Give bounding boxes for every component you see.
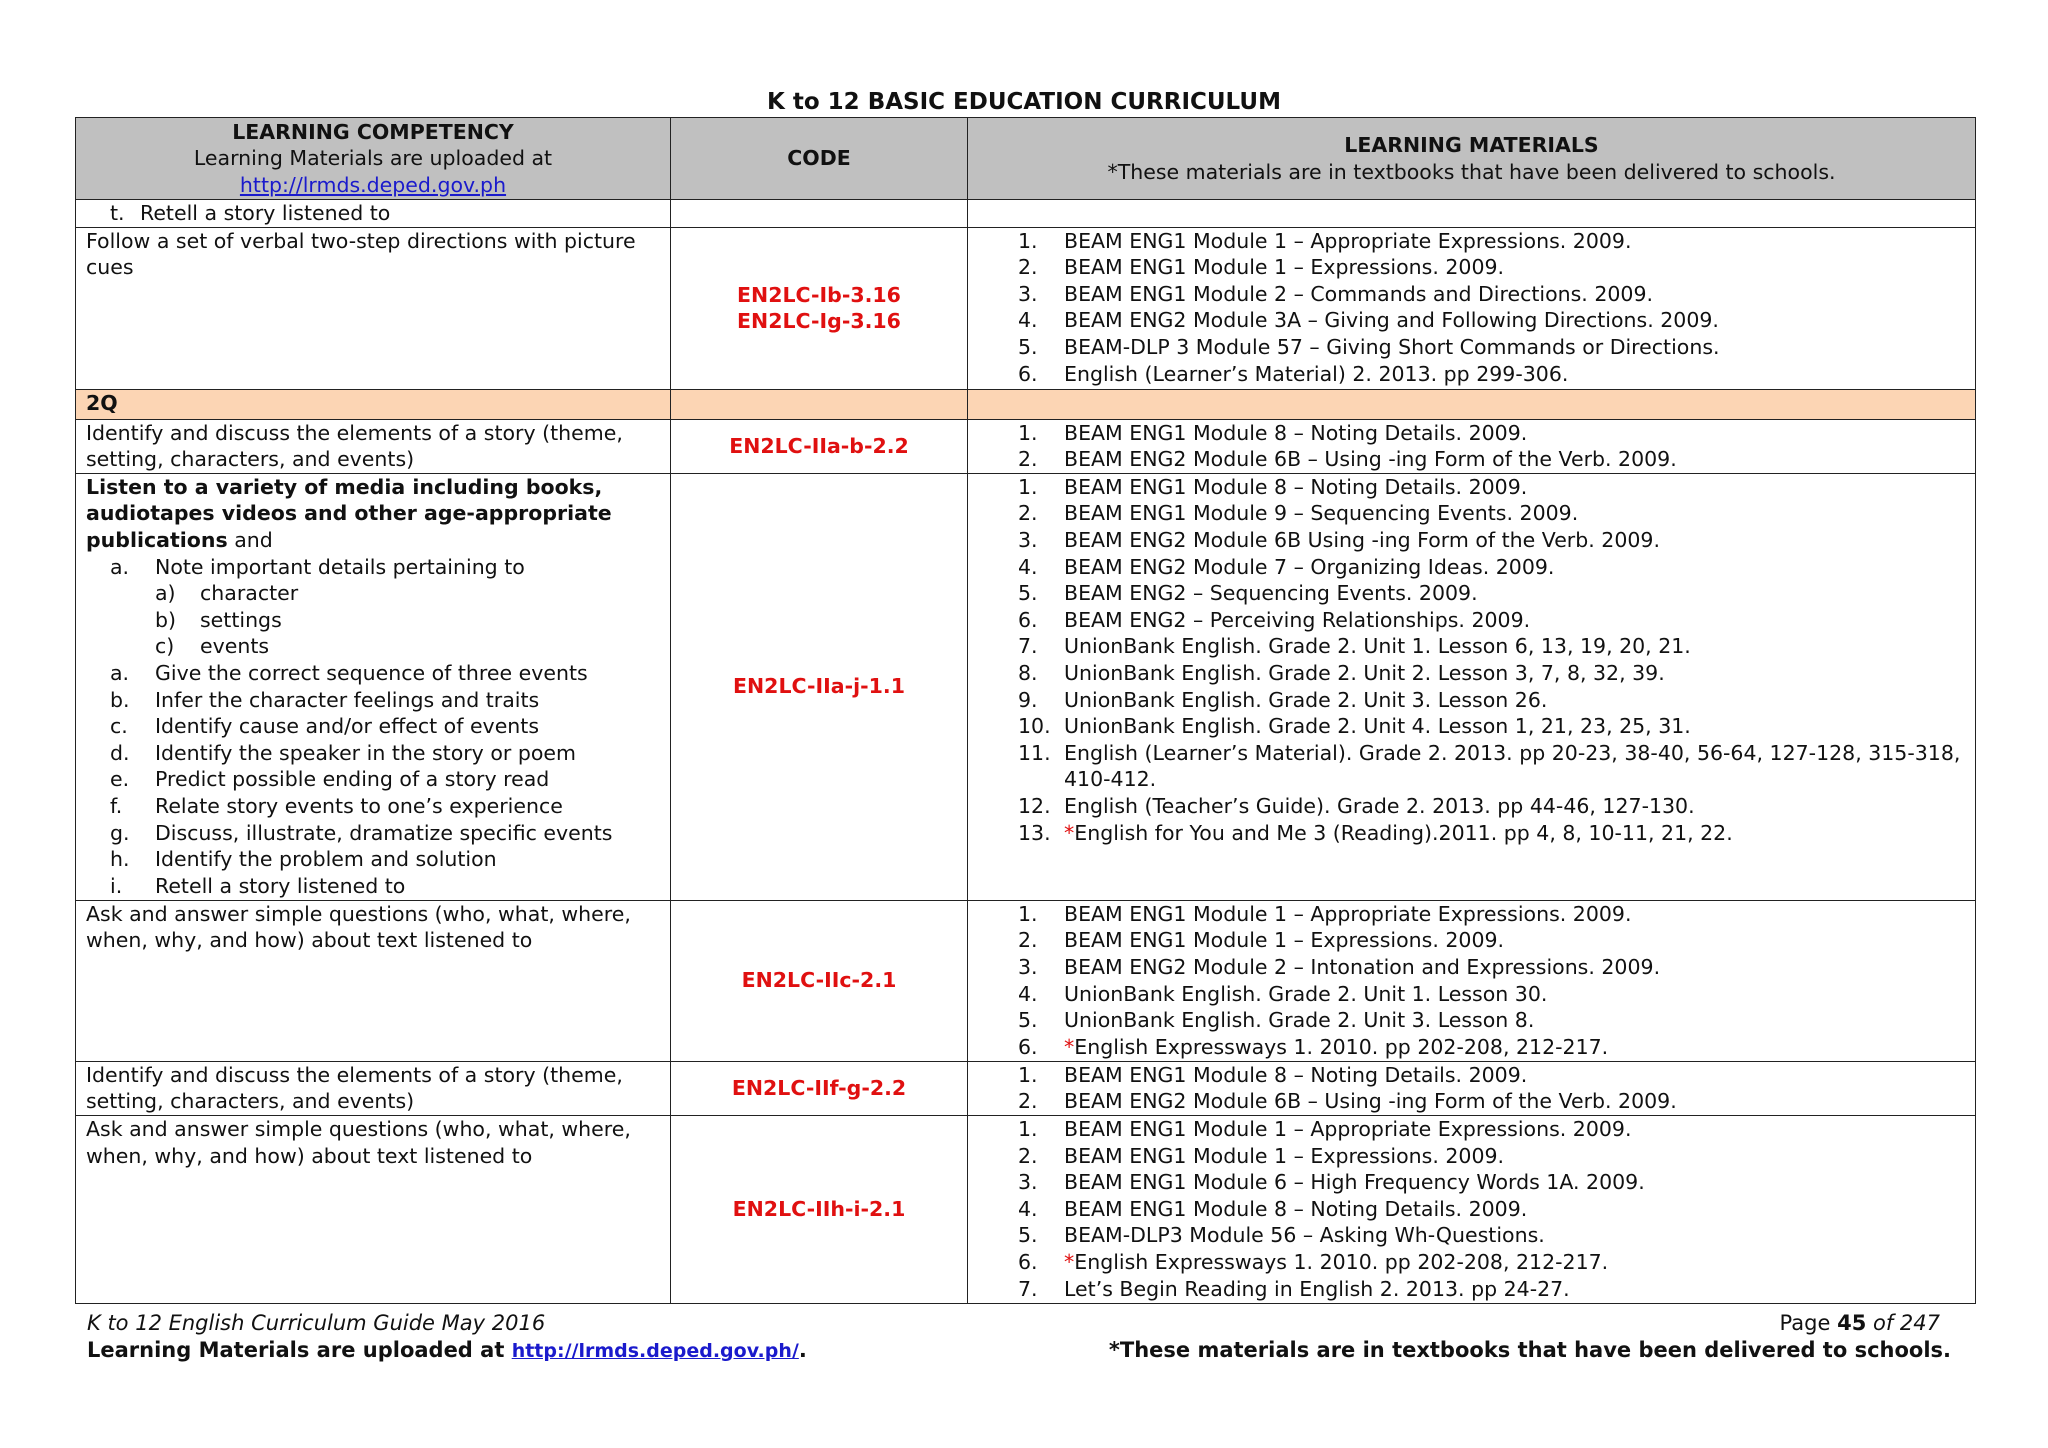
list-marker: i.: [110, 873, 123, 898]
list-number: 1.: [1018, 1062, 1038, 1087]
table-row-retell: [76, 200, 1976, 228]
page-of: of 247: [1873, 1311, 1940, 1335]
list-item: [86, 873, 660, 900]
materials-cell: [968, 1061, 1976, 1115]
list-number: 1.: [1018, 1116, 1038, 1141]
material-text: [1064, 1116, 1631, 1143]
list-number: 7.: [1018, 1276, 1038, 1301]
material-title: UnionBank English. Grade 2. Unit 4. Lesson 1, 21, 23, 25, 31.: [1064, 714, 1691, 739]
material-title: Let’s Begin Reading in English 2. 2013. pp 24-27.: [1064, 1276, 1570, 1301]
list-item: [86, 766, 660, 793]
competency-cell: Ask and answer simple questions (who, what, where, when, why, and how) about text listened to: [76, 900, 671, 1061]
list-number: 4.: [1018, 1196, 1038, 1221]
material-text: [1064, 1143, 1504, 1170]
material-title: BEAM ENG1 Module 2 – Commands and Directions. 2009.: [1064, 281, 1654, 306]
materials-cell: [968, 419, 1976, 473]
list-item: [1018, 446, 1965, 473]
list-item: [1018, 1062, 1965, 1089]
list-number: 6.: [1018, 1249, 1038, 1274]
list-item: [1018, 420, 1965, 447]
list-text: Identify the speaker in the story or poem: [155, 740, 576, 765]
footer-uploaded-end: .: [798, 1338, 807, 1362]
material-title: BEAM-DLP 3 Module 57 – Giving Short Commands or Directions.: [1064, 334, 1720, 359]
material-text: [1064, 793, 1695, 820]
list-item: [86, 687, 660, 714]
code-value: EN2LC-IIf-g-2.2: [731, 1076, 907, 1101]
materials-cell: [968, 1115, 1976, 1303]
code-cell: [671, 419, 968, 473]
materials-cell: [968, 900, 1976, 1061]
table-row-listen: [76, 473, 1976, 900]
material-text: [1064, 713, 1691, 740]
material-title: BEAM ENG2 – Perceiving Relationships. 2009.: [1064, 607, 1531, 632]
material-text: [1064, 474, 1527, 501]
material-text: [1064, 1169, 1645, 1196]
table-row-ask-1: [76, 900, 1976, 1061]
materials-cell: [968, 200, 1976, 228]
materials-list: [978, 1062, 1965, 1115]
list-marker: c.: [110, 714, 128, 739]
material-title: UnionBank English. Grade 2. Unit 1. Lesson 6, 13, 19, 20, 21.: [1064, 634, 1691, 659]
list-number: 13.: [1018, 820, 1051, 845]
table-row-quarter: [76, 389, 1976, 419]
list-marker: e.: [110, 767, 130, 792]
competency-cell: Ask and answer simple questions (who, what, where, when, why, and how) about text listened to: [76, 1115, 671, 1303]
list-item: [1018, 474, 1965, 501]
material-text: [1064, 633, 1691, 660]
material-text: [1064, 420, 1527, 447]
material-text: [1064, 981, 1547, 1008]
material-text: [1064, 1276, 1570, 1303]
material-text: [1064, 281, 1653, 308]
list-number: 3.: [1018, 281, 1038, 306]
list-item: [1018, 687, 1965, 714]
list-item: [1018, 1249, 1965, 1276]
list-number: 5.: [1018, 581, 1038, 606]
list-number: 6.: [1018, 607, 1038, 632]
asterisk-mark: *: [1064, 1249, 1075, 1274]
list-marker: a): [155, 581, 176, 606]
list-text: character: [200, 581, 299, 606]
material-text: [1064, 307, 1719, 334]
list-item: [86, 660, 660, 687]
competency-cell: [76, 200, 671, 228]
list-number: 2.: [1018, 501, 1038, 526]
details-list: [86, 580, 660, 660]
list-number: 1.: [1018, 474, 1038, 499]
list-item: [1018, 527, 1965, 554]
list-item: [1018, 607, 1965, 634]
material-text: [1064, 901, 1631, 928]
list-item: [86, 740, 660, 767]
list-text: Relate story events to one’s experience: [155, 793, 563, 818]
material-text: [1064, 527, 1660, 554]
material-text: [1064, 228, 1631, 255]
material-text: [1064, 1196, 1527, 1223]
material-text: [1064, 500, 1578, 527]
material-title: BEAM ENG1 Module 8 – Noting Details. 2009.: [1064, 474, 1528, 499]
material-title: English (Learner’s Material). Grade 2. 2013. pp 20-23, 38-40, 56-64, 127-128, 315-318, 410-412.: [1064, 740, 1961, 792]
list-item: [86, 633, 660, 660]
code-value: EN2LC-IIc-2.1: [741, 968, 897, 993]
list-item: [1018, 954, 1965, 981]
list-number: 1.: [1018, 228, 1038, 253]
competency-tail-text: and: [227, 527, 273, 552]
material-title: UnionBank English. Grade 2. Unit 1. Lesson 30.: [1064, 981, 1548, 1006]
materials-list: [978, 228, 1965, 388]
code-cell: [671, 227, 968, 389]
material-title: BEAM ENG1 Module 1 – Appropriate Expressions. 2009.: [1064, 901, 1632, 926]
materials-list: [978, 420, 1965, 473]
list-number: 5.: [1018, 334, 1038, 359]
material-title: BEAM ENG1 Module 8 – Noting Details. 2009.: [1064, 1196, 1528, 1221]
table-row-ask-2: [76, 1115, 1976, 1303]
list-item: [86, 580, 660, 607]
list-number: 6.: [1018, 1034, 1038, 1059]
material-title: BEAM ENG2 Module 6B – Using -ing Form of the Verb. 2009.: [1064, 1089, 1677, 1114]
code-value: EN2LC-Ib-3.16: [737, 282, 901, 307]
list-item: [86, 846, 660, 873]
header-link[interactable]: http://lrmds.deped.gov.ph: [239, 172, 507, 197]
list-item: [86, 607, 660, 634]
list-number: 12.: [1018, 793, 1051, 818]
material-text: [1064, 446, 1677, 473]
list-marker: g.: [110, 820, 130, 845]
code-value: EN2LC-Ig-3.16: [737, 309, 901, 334]
header-competency: [76, 118, 671, 200]
header-code: [671, 118, 968, 200]
list-item: [1018, 500, 1965, 527]
list-item: [1018, 1007, 1965, 1034]
code-cell: [671, 900, 968, 1061]
list-item: [1018, 361, 1965, 388]
list-marker: f.: [110, 793, 123, 818]
material-title: BEAM ENG1 Module 1 – Expressions. 2009.: [1064, 255, 1505, 280]
list-item: [1018, 580, 1965, 607]
list-item: [1018, 1196, 1965, 1223]
list-text: Identify cause and/or effect of events: [155, 714, 540, 739]
list-marker: h.: [110, 847, 130, 872]
page-word: Page: [1779, 1311, 1831, 1335]
material-title: BEAM ENG2 Module 6B – Using -ing Form of the Verb. 2009.: [1064, 447, 1677, 472]
material-title: BEAM ENG2 Module 7 – Organizing Ideas. 2009.: [1064, 554, 1555, 579]
materials-cell: [968, 473, 1976, 900]
footer-page-number: [1780, 1310, 1940, 1336]
footer-uploaded-text: Learning Materials are uploaded at: [87, 1338, 505, 1362]
materials-list: [978, 474, 1965, 846]
material-text: [1064, 554, 1554, 581]
list-text: settings: [200, 607, 282, 632]
list-item: [1018, 254, 1965, 281]
list-number: 6.: [1018, 361, 1038, 386]
material-text: [1064, 820, 1733, 847]
list-number: 8.: [1018, 660, 1038, 685]
material-title: English (Teacher’s Guide). Grade 2. 2013. pp 44-46, 127-130.: [1064, 793, 1695, 818]
material-text: [1064, 1062, 1527, 1089]
list-item: [1018, 1116, 1965, 1143]
list-item: [1018, 1034, 1965, 1061]
material-text: [1064, 740, 1965, 793]
list-number: 2.: [1018, 1089, 1038, 1114]
list-number: 2.: [1018, 255, 1038, 280]
quarter-label: 2Q: [76, 389, 671, 419]
material-title: BEAM ENG1 Module 8 – Noting Details. 2009.: [1064, 420, 1528, 445]
list-item: [1018, 1276, 1965, 1303]
competency-cell: [76, 473, 671, 900]
competency-cell: Identify and discuss the elements of a story (theme, setting, characters, and events): [76, 419, 671, 473]
list-item: [1018, 901, 1965, 928]
quarter-materials-cell: [968, 389, 1976, 419]
material-title: BEAM ENG1 Module 6 – High Frequency Words 1A. 2009.: [1064, 1170, 1645, 1195]
list-number: 10.: [1018, 714, 1051, 739]
footer-guide: K to 12 English Curriculum Guide May 2016: [87, 1311, 546, 1335]
footer-note: *These materials are in textbooks that have been delivered to schools.: [1108, 1338, 1951, 1362]
material-title: BEAM ENG2 Module 3A – Giving and Following Directions. 2009.: [1064, 308, 1719, 333]
header-competency-sub: Learning Materials are uploaded at: [193, 146, 553, 171]
material-title: English for You and Me 3 (Reading).2011. pp 4, 8, 10-11, 21, 22.: [1074, 820, 1733, 845]
material-text: [1064, 1222, 1545, 1249]
page-num: 45: [1837, 1311, 1867, 1335]
material-title: BEAM ENG1 Module 1 – Expressions. 2009.: [1064, 928, 1505, 953]
materials-list: [978, 901, 1965, 1061]
code-cell: [671, 1115, 968, 1303]
competency-cell: Follow a set of verbal two-step directions with picture cues: [76, 227, 671, 389]
list-number: 5.: [1018, 1223, 1038, 1248]
list-text: Discuss, illustrate, dramatize specific events: [155, 820, 613, 845]
table-row-follow: [76, 227, 1976, 389]
material-text: [1064, 607, 1530, 634]
list-marker: b): [155, 607, 177, 632]
material-title: English Expressways 1. 2010. pp 202-208, 212-217.: [1074, 1249, 1609, 1274]
material-title: BEAM ENG2 Module 2 – Intonation and Expressions. 2009.: [1064, 954, 1661, 979]
material-title: BEAM ENG1 Module 1 – Appropriate Expressions. 2009.: [1064, 1116, 1632, 1141]
header-materials-sub: *These materials are in textbooks that have been delivered to schools.: [1107, 159, 1836, 184]
list-number: 4.: [1018, 554, 1038, 579]
list-item: [1018, 660, 1965, 687]
list-text: Infer the character feelings and traits: [155, 687, 540, 712]
material-text: [1064, 580, 1478, 607]
material-text: [1064, 660, 1665, 687]
code-cell: [671, 200, 968, 228]
header-competency-title: LEARNING COMPETENCY: [232, 119, 514, 144]
list-item: [1018, 554, 1965, 581]
material-title: BEAM ENG1 Module 1 – Appropriate Expressions. 2009.: [1064, 228, 1632, 253]
material-text: [1064, 361, 1568, 388]
competency-bold-text: Listen to a variety of media including books, audiotapes videos and other age-appropriate publications: [86, 474, 612, 552]
material-text: [1064, 954, 1660, 981]
list-text: Give the correct sequence of three events: [155, 660, 588, 685]
list-item: [86, 820, 660, 847]
list-number: 11.: [1018, 740, 1051, 765]
list-marker: a.: [110, 554, 130, 579]
list-number: 2.: [1018, 447, 1038, 472]
header-materials-title: LEARNING MATERIALS: [1344, 132, 1599, 157]
code-cell: [671, 1061, 968, 1115]
list-item: [1018, 927, 1965, 954]
code-value: EN2LC-IIh-i-2.1: [732, 1197, 906, 1222]
material-title: BEAM ENG1 Module 9 – Sequencing Events. 2009.: [1064, 501, 1579, 526]
list-number: 3.: [1018, 954, 1038, 979]
list-number: 2.: [1018, 928, 1038, 953]
material-title: BEAM ENG1 Module 1 – Expressions. 2009.: [1064, 1143, 1505, 1168]
list-number: 7.: [1018, 634, 1038, 659]
list-text: Note important details pertaining to: [155, 554, 525, 579]
list-number: 1.: [1018, 420, 1038, 445]
list-marker: t.: [110, 201, 125, 225]
competency-sublist: [86, 554, 660, 581]
material-text: [1064, 687, 1547, 714]
list-item: [1018, 981, 1965, 1008]
footer-uploaded: [87, 1337, 807, 1364]
list-marker: c): [155, 634, 175, 659]
material-text: [1064, 1249, 1608, 1276]
code-value: EN2LC-IIa-b-2.2: [729, 433, 909, 458]
material-text: [1064, 254, 1504, 281]
table-row-elements-2: [76, 1061, 1976, 1115]
list-text: events: [200, 634, 270, 659]
code-cell: [671, 473, 968, 900]
material-text: [1064, 1088, 1677, 1115]
list-item: [1018, 228, 1965, 255]
list-item: [86, 793, 660, 820]
list-number: 3.: [1018, 1170, 1038, 1195]
list-item: [1018, 793, 1965, 820]
list-number: 3.: [1018, 527, 1038, 552]
material-title: English Expressways 1. 2010. pp 202-208, 212-217.: [1074, 1034, 1609, 1059]
material-text: [1064, 334, 1720, 361]
list-marker: a.: [110, 660, 130, 685]
list-item: [86, 713, 660, 740]
material-title: BEAM ENG2 – Sequencing Events. 2009.: [1064, 581, 1478, 606]
list-item: [1018, 1222, 1965, 1249]
list-item: [1018, 1169, 1965, 1196]
competency-cell: Identify and discuss the elements of a story (theme, setting, characters, and events): [76, 1061, 671, 1115]
list-item: [1018, 633, 1965, 660]
header-code-title: CODE: [787, 146, 851, 171]
list-number: 9.: [1018, 687, 1038, 712]
list-number: 1.: [1018, 901, 1038, 926]
material-title: BEAM-DLP3 Module 56 – Asking Wh-Questions.: [1064, 1223, 1545, 1248]
curriculum-table: [75, 117, 1976, 1304]
material-title: BEAM ENG1 Module 8 – Noting Details. 2009.: [1064, 1062, 1528, 1087]
list-item: [1018, 1143, 1965, 1170]
table-header-row: [76, 118, 1976, 200]
code-value: EN2LC-IIa-j-1.1: [733, 674, 905, 699]
material-text: [1064, 927, 1504, 954]
list-marker: d.: [110, 740, 130, 765]
material-title: UnionBank English. Grade 2. Unit 3. Lesson 26.: [1064, 687, 1548, 712]
material-title: BEAM ENG2 Module 6B Using -ing Form of the Verb. 2009.: [1064, 527, 1660, 552]
materials-cell: [968, 227, 1976, 389]
list-number: 5.: [1018, 1008, 1038, 1033]
material-title: UnionBank English. Grade 2. Unit 2. Lesson 3, 7, 8, 32, 39.: [1064, 660, 1665, 685]
material-title: UnionBank English. Grade 2. Unit 3. Lesson 8.: [1064, 1008, 1535, 1033]
quarter-code-cell: [671, 389, 968, 419]
list-item: [1018, 281, 1965, 308]
list-text: Predict possible ending of a story read: [155, 767, 550, 792]
list-number: 4.: [1018, 308, 1038, 333]
material-title: English (Learner’s Material) 2. 2013. pp 299-306.: [1064, 361, 1569, 386]
competency-text: Retell a story listened to: [140, 201, 391, 225]
asterisk-mark: *: [1064, 1034, 1075, 1059]
list-number: 4.: [1018, 981, 1038, 1006]
list-text: Identify the problem and solution: [155, 847, 497, 872]
list-item: [1018, 820, 1965, 847]
list-item: [1018, 713, 1965, 740]
header-materials: [968, 118, 1976, 200]
asterisk-mark: *: [1064, 820, 1075, 845]
list-number: 2.: [1018, 1143, 1038, 1168]
materials-list: [978, 1116, 1965, 1302]
list-item: [1018, 740, 1965, 793]
list-item: [1018, 334, 1965, 361]
material-text: [1064, 1034, 1608, 1061]
material-text: [1064, 1007, 1534, 1034]
footer-link[interactable]: http://lrmds.deped.gov.ph/: [511, 1340, 799, 1362]
list-item: [1018, 1088, 1965, 1115]
page-title: K to 12 BASIC EDUCATION CURRICULUM: [767, 89, 1281, 115]
list-marker: b.: [110, 687, 130, 712]
skills-list: [86, 660, 660, 899]
table-row-elements-1: [76, 419, 1976, 473]
list-item: [1018, 307, 1965, 334]
list-text: Retell a story listened to: [155, 873, 406, 898]
